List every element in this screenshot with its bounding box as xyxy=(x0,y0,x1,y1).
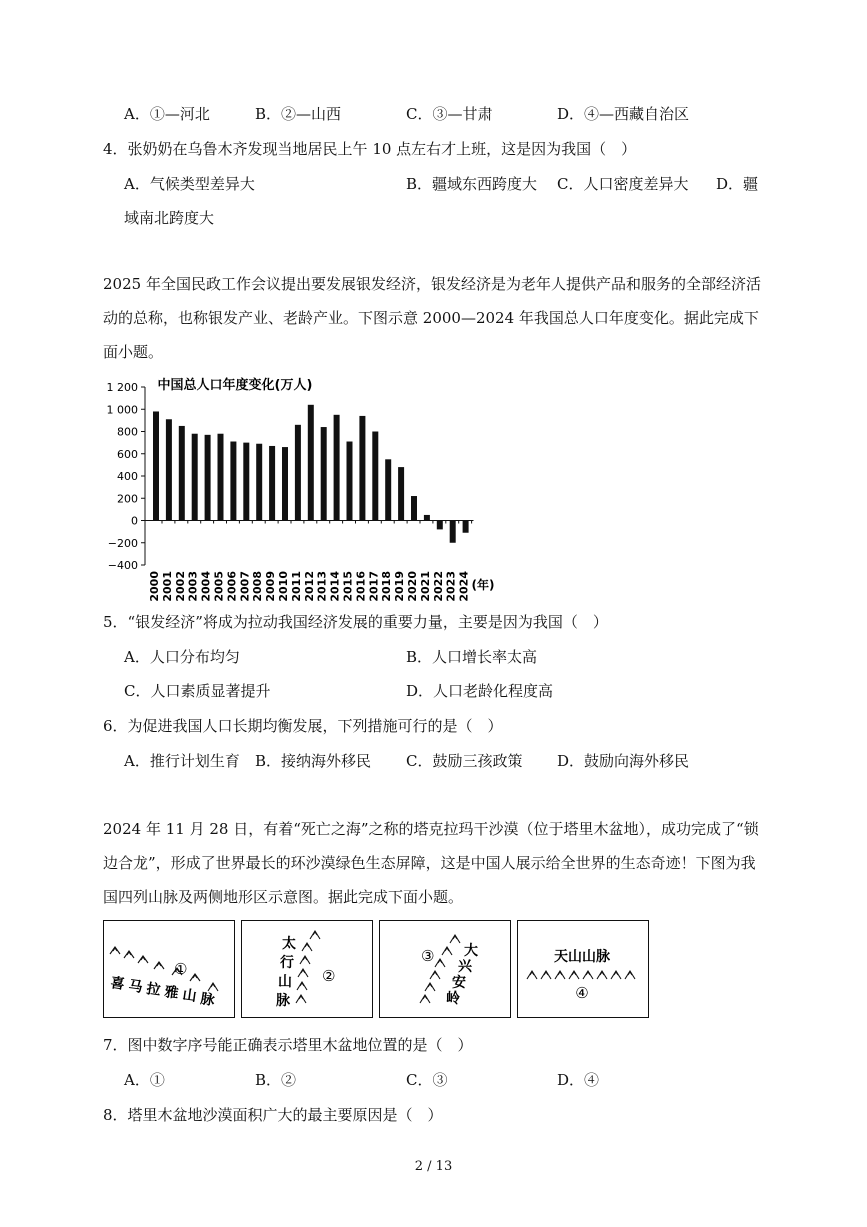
daxinganling-name-char: 兴 xyxy=(458,959,472,975)
himalaya-name-char: 拉 xyxy=(145,981,162,999)
question-6-stem: 6．为促进我国人口长期均衡发展，下列措施可行的是（ ） xyxy=(103,717,503,735)
bar xyxy=(463,521,469,533)
q5-option-c[interactable]: C．人口素质显著提升 xyxy=(124,682,271,700)
x-tick-label: 2021 xyxy=(418,571,432,602)
x-tick-label: 2005 xyxy=(212,571,226,602)
x-tick-label: 2003 xyxy=(186,571,200,602)
x-tick-label: 2017 xyxy=(367,571,381,602)
bar xyxy=(437,521,443,530)
passage-silver-economy: 2025 年全国民政工作会议提出要发展银发经济，银发经济是为老年人提供产品和服务的全部经济活动的总称，也称银发产业、老龄产业。下图示意 2000—2024 年我国总人口年度变化。据此完成下面小题。 xyxy=(103,275,761,361)
taihang-diagram xyxy=(242,921,371,1016)
bar xyxy=(308,405,314,521)
x-tick-label: 2012 xyxy=(302,571,316,602)
q5-option-d[interactable]: D．人口老龄化程度高 xyxy=(406,682,554,700)
daxinganling-name-char: 岭 xyxy=(446,991,460,1007)
x-tick-label: 2016 xyxy=(354,571,368,602)
taihang-name-char: 太 xyxy=(282,936,296,952)
himalaya-diagram xyxy=(104,921,233,1016)
daxinganling-diagram xyxy=(380,921,509,1016)
bar xyxy=(398,467,404,520)
x-tick-label: 2008 xyxy=(251,571,265,602)
bar xyxy=(385,459,391,520)
bar xyxy=(269,446,275,521)
x-tick-label: 2019 xyxy=(393,571,407,602)
bar xyxy=(205,435,211,521)
x-tick-label: 2006 xyxy=(225,571,239,602)
tianshan-diagram xyxy=(518,921,647,1016)
taihang-name-char: 脉 xyxy=(276,993,290,1009)
bar xyxy=(282,447,288,520)
population-change-chart xyxy=(95,373,515,605)
x-tick-label: 2020 xyxy=(406,571,419,602)
q3-option-a[interactable]: A．①—河北 xyxy=(124,105,210,123)
bar xyxy=(230,442,236,521)
q3-option-b[interactable]: B．②—山西 xyxy=(255,105,342,123)
q6-option-b[interactable]: B．接纳海外移民 xyxy=(255,752,372,770)
x-tick-label: 2014 xyxy=(328,571,342,602)
taihang-name-char: 山 xyxy=(278,974,292,990)
question-7-stem: 7．图中数字序号能正确表示塔里木盆地位置的是（ ） xyxy=(103,1036,473,1054)
x-tick-label: 2010 xyxy=(277,571,290,602)
question-5-stem: 5．“银发经济”将成为拉动我国经济发展的重要力量，主要是因为我国（ ） xyxy=(103,613,608,631)
y-tick-label: 800 xyxy=(117,425,138,439)
y-tick-label: −400 xyxy=(107,559,138,572)
y-tick-label: 1 200 xyxy=(106,381,138,394)
q6-option-d[interactable]: D．鼓励向海外移民 xyxy=(557,752,690,770)
q5-option-a[interactable]: A．人口分布均匀 xyxy=(124,648,240,666)
question-8-stem: 8．塔里木盆地沙漠面积广大的最主要原因是（ ） xyxy=(103,1106,443,1124)
x-tick-label: 2001 xyxy=(160,571,174,602)
himalaya-name-char: 山 xyxy=(181,987,198,1005)
daxinganling-name-char: 安 xyxy=(452,975,466,991)
x-tick-label: 2022 xyxy=(431,571,445,602)
bar xyxy=(295,425,301,521)
bar xyxy=(334,415,340,521)
mountain-box-tianshan xyxy=(517,920,649,1018)
x-tick-label: 2002 xyxy=(173,571,187,602)
box1-number: ① xyxy=(174,960,188,978)
himalaya-name-char: 喜 xyxy=(109,975,126,993)
himalaya-name-char: 雅 xyxy=(163,984,180,1002)
y-tick-label: 1 000 xyxy=(106,403,138,417)
x-axis-unit: (年) xyxy=(471,578,495,592)
y-tick-label: 200 xyxy=(117,492,138,506)
passage-taklamakan: 2024 年 11 月 28 日，有着“死亡之海”之称的塔克拉玛干沙漠（位于塔里木盆地），成功完成了“锁边合龙”，形成了世界最长的环沙漠绿色生态屏障，这是中国人展示给全世界的生态奇迹！下图为我国四列山脉及两侧地形区示意图。据此完成下面小题。 xyxy=(103,820,759,906)
bar xyxy=(321,427,327,520)
box3-number: ③ xyxy=(421,947,435,965)
bar xyxy=(359,416,365,521)
x-tick-label: 2009 xyxy=(264,571,278,602)
x-tick-label: 2023 xyxy=(444,571,458,602)
bar xyxy=(243,443,249,521)
q7-option-c[interactable]: C．③ xyxy=(406,1071,448,1089)
q7-option-d[interactable]: D．④ xyxy=(557,1071,600,1089)
q4-option-d[interactable]: D．疆 xyxy=(716,175,759,193)
mountain-box-daxinganling xyxy=(379,920,511,1018)
box4-mountain-name: 天山山脉 xyxy=(554,949,610,965)
q3-option-c[interactable]: C．③—甘肃 xyxy=(406,105,493,123)
q4-option-d-continued: 域南北跨度大 xyxy=(124,209,215,227)
q6-option-a[interactable]: A．推行计划生育 xyxy=(124,752,240,770)
himalaya-name-char: 马 xyxy=(127,978,144,996)
q4-option-a[interactable]: A．气候类型差异大 xyxy=(124,175,255,193)
y-tick-label: 400 xyxy=(117,470,138,483)
q5-option-b[interactable]: B．人口增长率太高 xyxy=(406,648,538,666)
himalaya-name-char: 脉 xyxy=(199,991,216,1009)
x-tick-label: 2000 xyxy=(148,571,161,602)
box2-number: ② xyxy=(322,967,336,985)
question-4-stem: 4．张奶奶在乌鲁木齐发现当地居民上午 10 点左右才上班，这是因为我国（ ） xyxy=(103,140,637,158)
bar xyxy=(450,521,456,543)
bar xyxy=(424,515,430,521)
x-tick-label: 2018 xyxy=(380,571,394,602)
box4-number: ④ xyxy=(575,984,589,1002)
q6-option-c[interactable]: C．鼓励三孩政策 xyxy=(406,752,523,770)
q4-option-c[interactable]: C．人口密度差异大 xyxy=(557,175,689,193)
taihang-name-char: 行 xyxy=(280,955,294,971)
x-tick-label: 2013 xyxy=(315,571,329,602)
x-tick-label: 2015 xyxy=(341,571,355,602)
bar xyxy=(218,434,224,521)
bar xyxy=(153,411,159,520)
bar xyxy=(347,442,353,521)
bar xyxy=(372,432,378,521)
y-tick-label: −200 xyxy=(107,536,138,550)
q7-option-b[interactable]: B．② xyxy=(255,1071,297,1089)
mountain-box-himalaya xyxy=(103,920,235,1018)
bar xyxy=(256,444,262,521)
x-tick-label: 2007 xyxy=(238,571,252,602)
page-number: 2 / 13 xyxy=(414,1159,453,1174)
bar xyxy=(166,419,172,520)
bar xyxy=(411,496,417,520)
y-tick-label: 600 xyxy=(117,447,138,461)
mountain-box-taihang xyxy=(241,920,373,1018)
x-tick-label: 2024 xyxy=(457,571,471,602)
x-tick-label: 2004 xyxy=(199,571,213,602)
x-tick-label: 2011 xyxy=(289,571,303,602)
q7-option-a[interactable]: A．① xyxy=(124,1071,165,1089)
chart-title: 中国总人口年度变化(万人) xyxy=(157,378,313,393)
bar xyxy=(179,426,185,521)
daxinganling-name-char: 大 xyxy=(464,943,478,959)
q3-option-d[interactable]: D．④—西藏自治区 xyxy=(557,105,690,123)
q4-option-b[interactable]: B．疆域东西跨度大 xyxy=(406,175,538,193)
bar xyxy=(192,434,198,521)
y-tick-label: 0 xyxy=(131,514,138,528)
